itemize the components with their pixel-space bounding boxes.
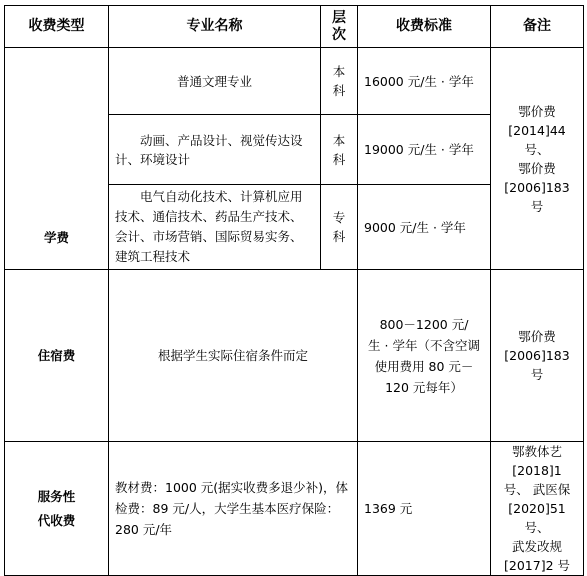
header-fee-type: 收费类型 (5, 6, 109, 48)
header-major-name: 专业名称 (109, 6, 321, 48)
level-cell: 本 科 (321, 48, 358, 115)
fee-standard-cell: 19000 元/生 · 学年 (358, 115, 491, 185)
header-fee-standard: 收费标准 (358, 6, 491, 48)
fee-standard-cell: 16000 元/生 · 学年 (358, 48, 491, 115)
level-cell: 本 科 (321, 115, 358, 185)
service-major-cell: 教材费：1000 元(据实收费多退少补)，体检费：89 元/人，大学生基本医疗保险：280 元/年 (109, 442, 358, 576)
header-remark: 备注 (491, 6, 584, 48)
tuition-type-cell: 学费 (5, 48, 109, 270)
service-type-cell: 服务性 代收费 (5, 442, 109, 576)
tuition-remark-cell: 鄂价费 [2014]44 号、 鄂价费 [2006]183 号 (491, 48, 584, 270)
major-cell: 电气自动化技术、计算机应用技术、通信技术、药品生产技术、会计、市场营销、国际贸易实务、建筑工程技术 (109, 185, 321, 270)
major-cell: 动画、产品设计、视觉传达设计、环境设计 (109, 115, 321, 185)
table-row (5, 270, 584, 442)
service-remark-cell: 鄂教体艺 [2018]1 号、 武医保 [2020]51 号、 武发改规 [2017]2 号 (491, 442, 584, 576)
dorm-type-cell: 住宿费 (5, 270, 109, 442)
level-cell: 专 科 (321, 185, 358, 270)
table-row (5, 48, 584, 115)
header-level: 层 次 (321, 6, 358, 48)
service-fee-standard-cell: 1369 元 (358, 442, 491, 576)
major-cell: 普通文理专业 (109, 48, 321, 115)
fee-table (4, 5, 584, 576)
dorm-major-cell: 根据学生实际住宿条件而定 (109, 270, 358, 442)
table-row (5, 442, 584, 576)
fee-standard-cell: 9000 元/生 · 学年 (358, 185, 491, 270)
dorm-fee-standard-cell: 800－1200 元/ 生 · 学年（不含空调 使用费用 80 元－ 120 元每年） (358, 270, 491, 442)
header-row (5, 6, 584, 48)
dorm-remark-cell: 鄂价费 [2006]183 号 (491, 270, 584, 442)
